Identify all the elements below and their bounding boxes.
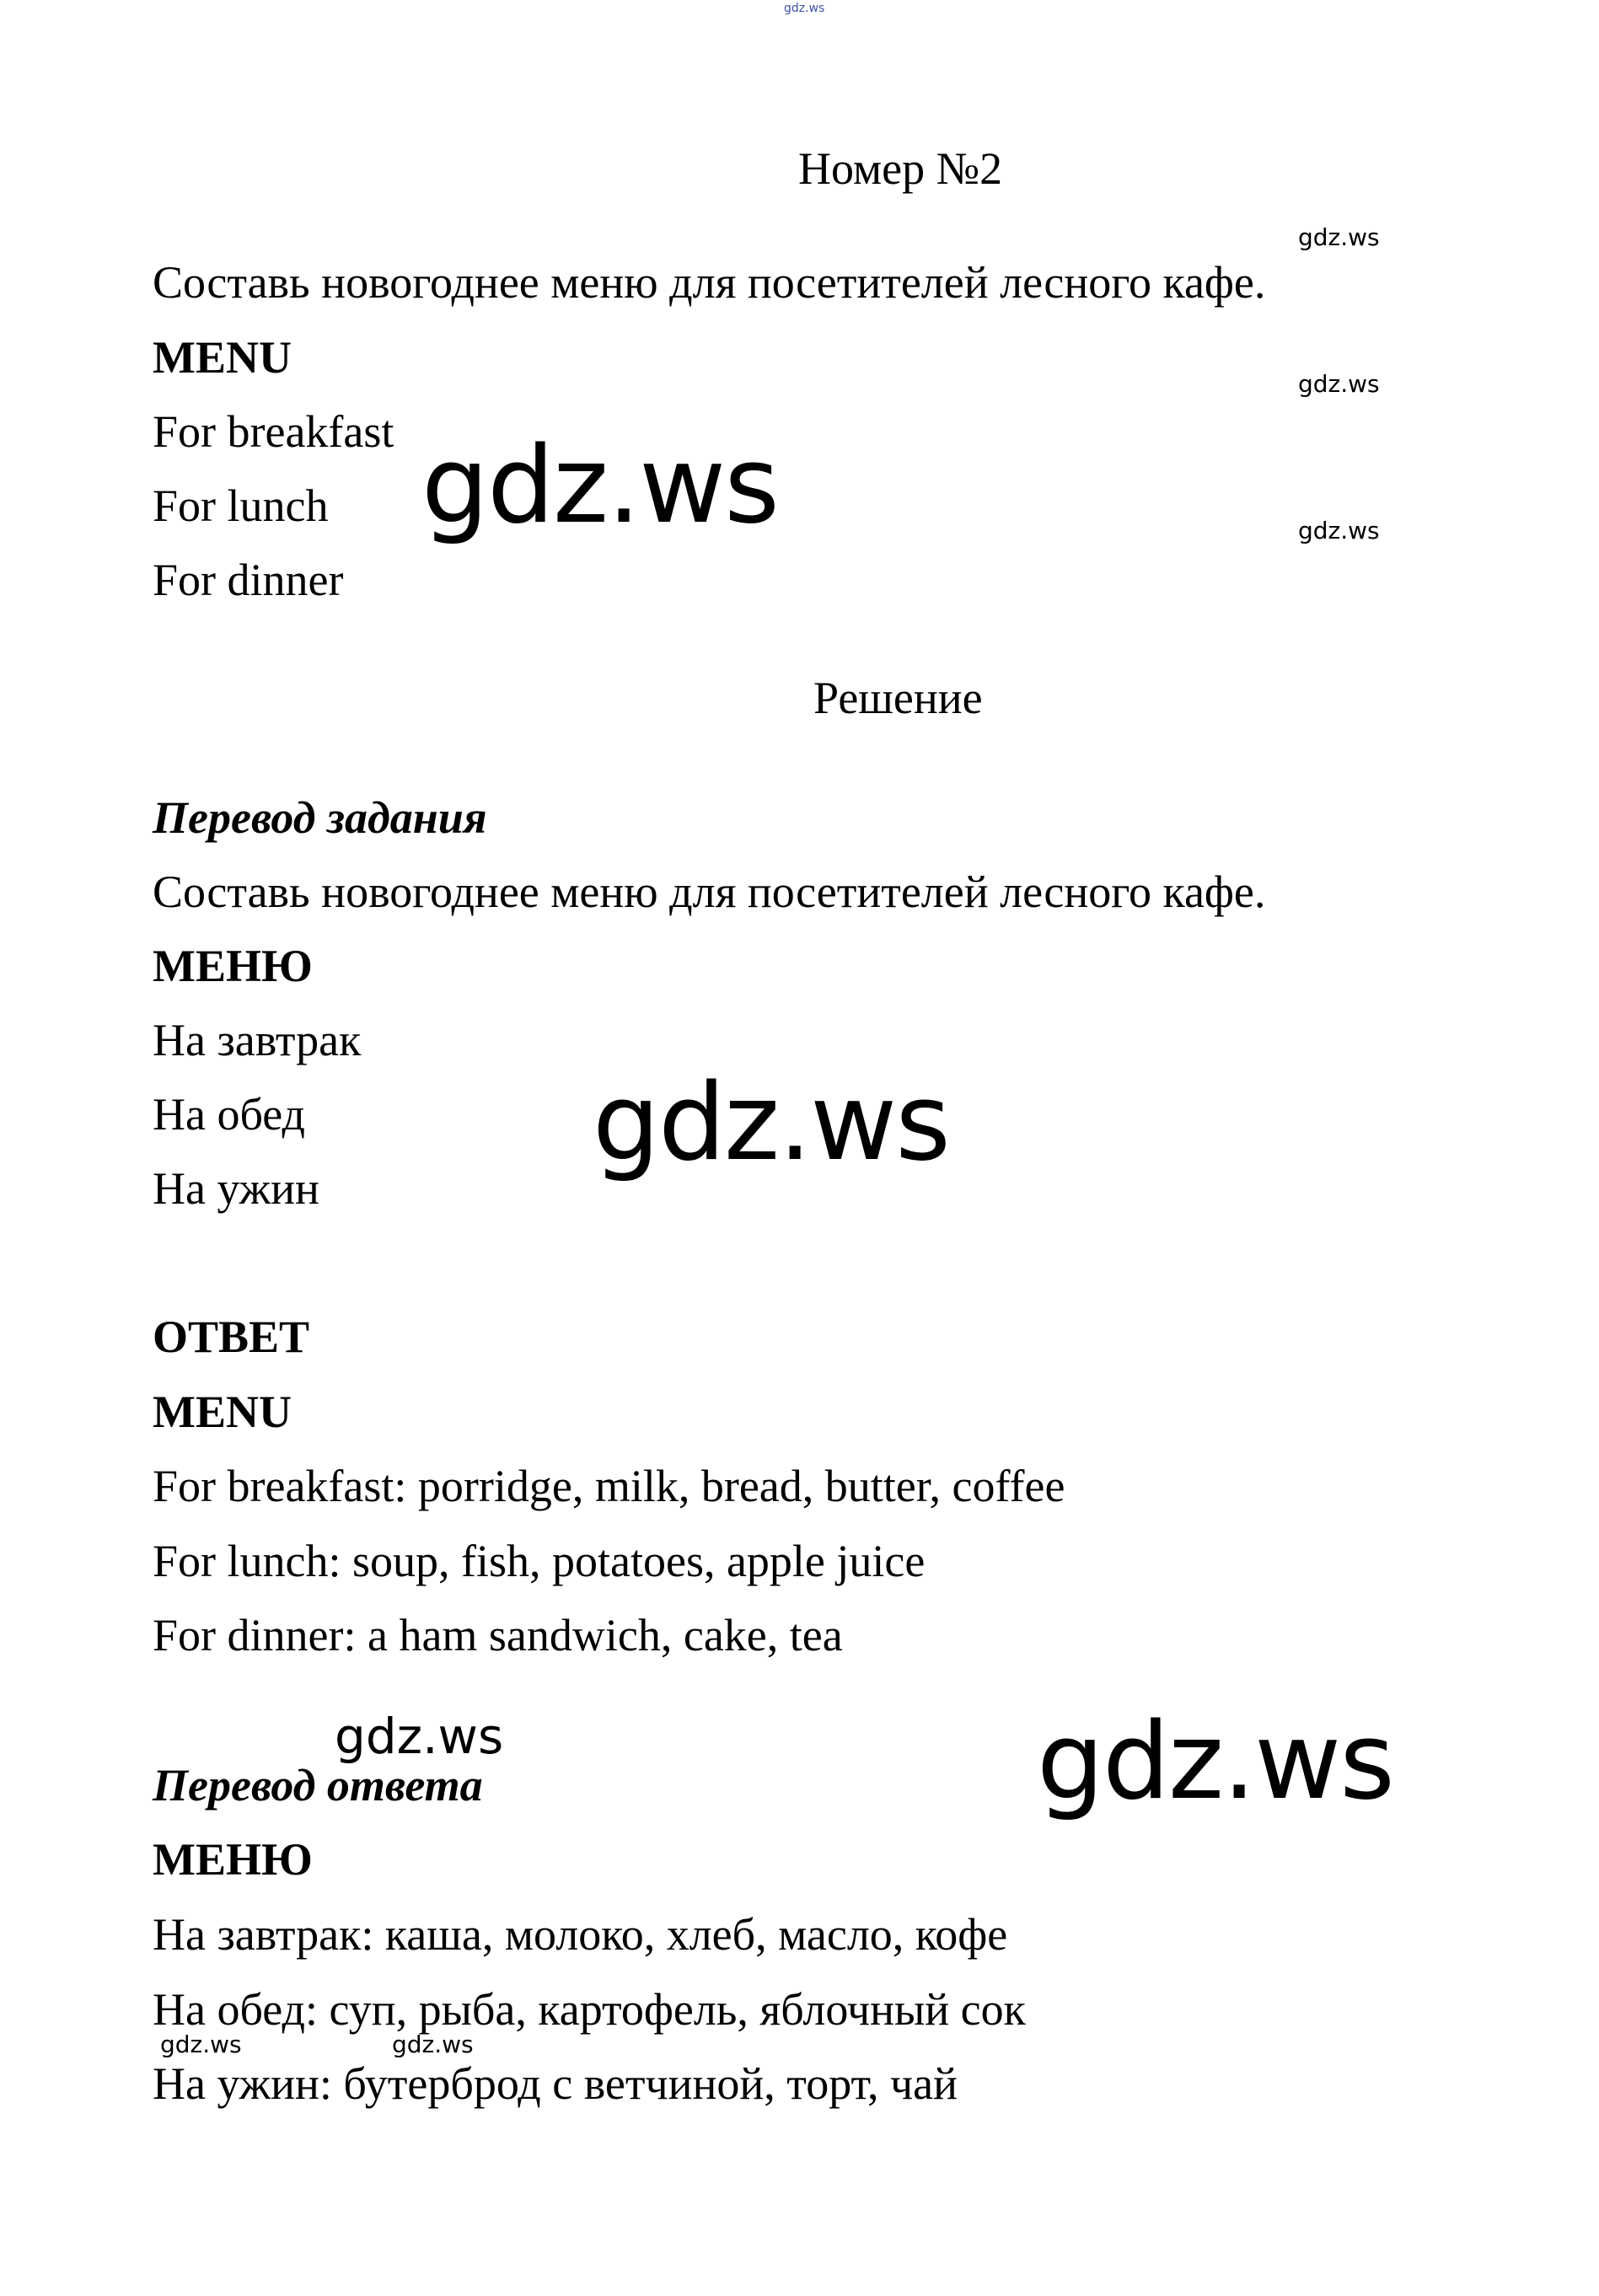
translation-task-heading: Перевод задания (153, 792, 487, 843)
translation-answer-item: На обед: суп, рыба, картофель, яблочный сок (153, 1984, 1026, 2035)
watermark-medium: gdz.ws (335, 1708, 504, 1765)
translation-answer-item: На завтрак: каша, молоко, хлеб, масло, кофе (153, 1909, 1008, 1960)
solution-heading: Решение (813, 673, 983, 723)
watermark-small: gdz.ws (160, 2030, 242, 2058)
translation-menu-heading: МЕНЮ (153, 941, 313, 991)
answer-item: For dinner: a ham sandwich, cake, tea (153, 1610, 843, 1660)
answer-item: For lunch: soup, fish, potatoes, apple juice (153, 1536, 926, 1586)
answer-heading: ОТВЕТ (153, 1312, 310, 1362)
watermark-small: gdz.ws (392, 2030, 474, 2058)
translation-answer-menu-heading: МЕНЮ (153, 1834, 313, 1885)
translation-answer-heading: Перевод ответа (153, 1760, 483, 1811)
task-item: For lunch (153, 480, 329, 531)
translation-task-item: На ужин (153, 1163, 319, 1214)
translation-answer-item: На ужин: бутерброд с ветчиной, торт, чай (153, 2058, 958, 2109)
watermark-small: gdz.ws (1298, 517, 1380, 544)
translation-task-instruction: Составь новогоднее меню для посетителей лесного кафе. (153, 866, 1266, 917)
task-item: For breakfast (153, 406, 394, 457)
watermark-small: gdz.ws (1298, 223, 1380, 251)
watermark-large: gdz.ws (1037, 1699, 1393, 1823)
answer-menu-heading: MENU (153, 1387, 292, 1437)
translation-task-item: На обед (153, 1089, 305, 1140)
task-item: For dinner (153, 555, 344, 605)
task-instruction: Составь новогоднее меню для посетителей лесного кафе. (153, 257, 1266, 308)
answer-item: For breakfast: porridge, milk, bread, butter, coffee (153, 1461, 1065, 1511)
watermark-large: gdz.ws (593, 1060, 949, 1184)
watermark-small: gdz.ws (1298, 370, 1380, 398)
watermark-large: gdz.ws (421, 423, 778, 547)
page-title: Номер №2 (798, 143, 1003, 194)
translation-task-item: На завтрак (153, 1015, 362, 1065)
watermark-top: gdz.ws (784, 2, 825, 15)
task-menu-heading: MENU (153, 332, 292, 383)
